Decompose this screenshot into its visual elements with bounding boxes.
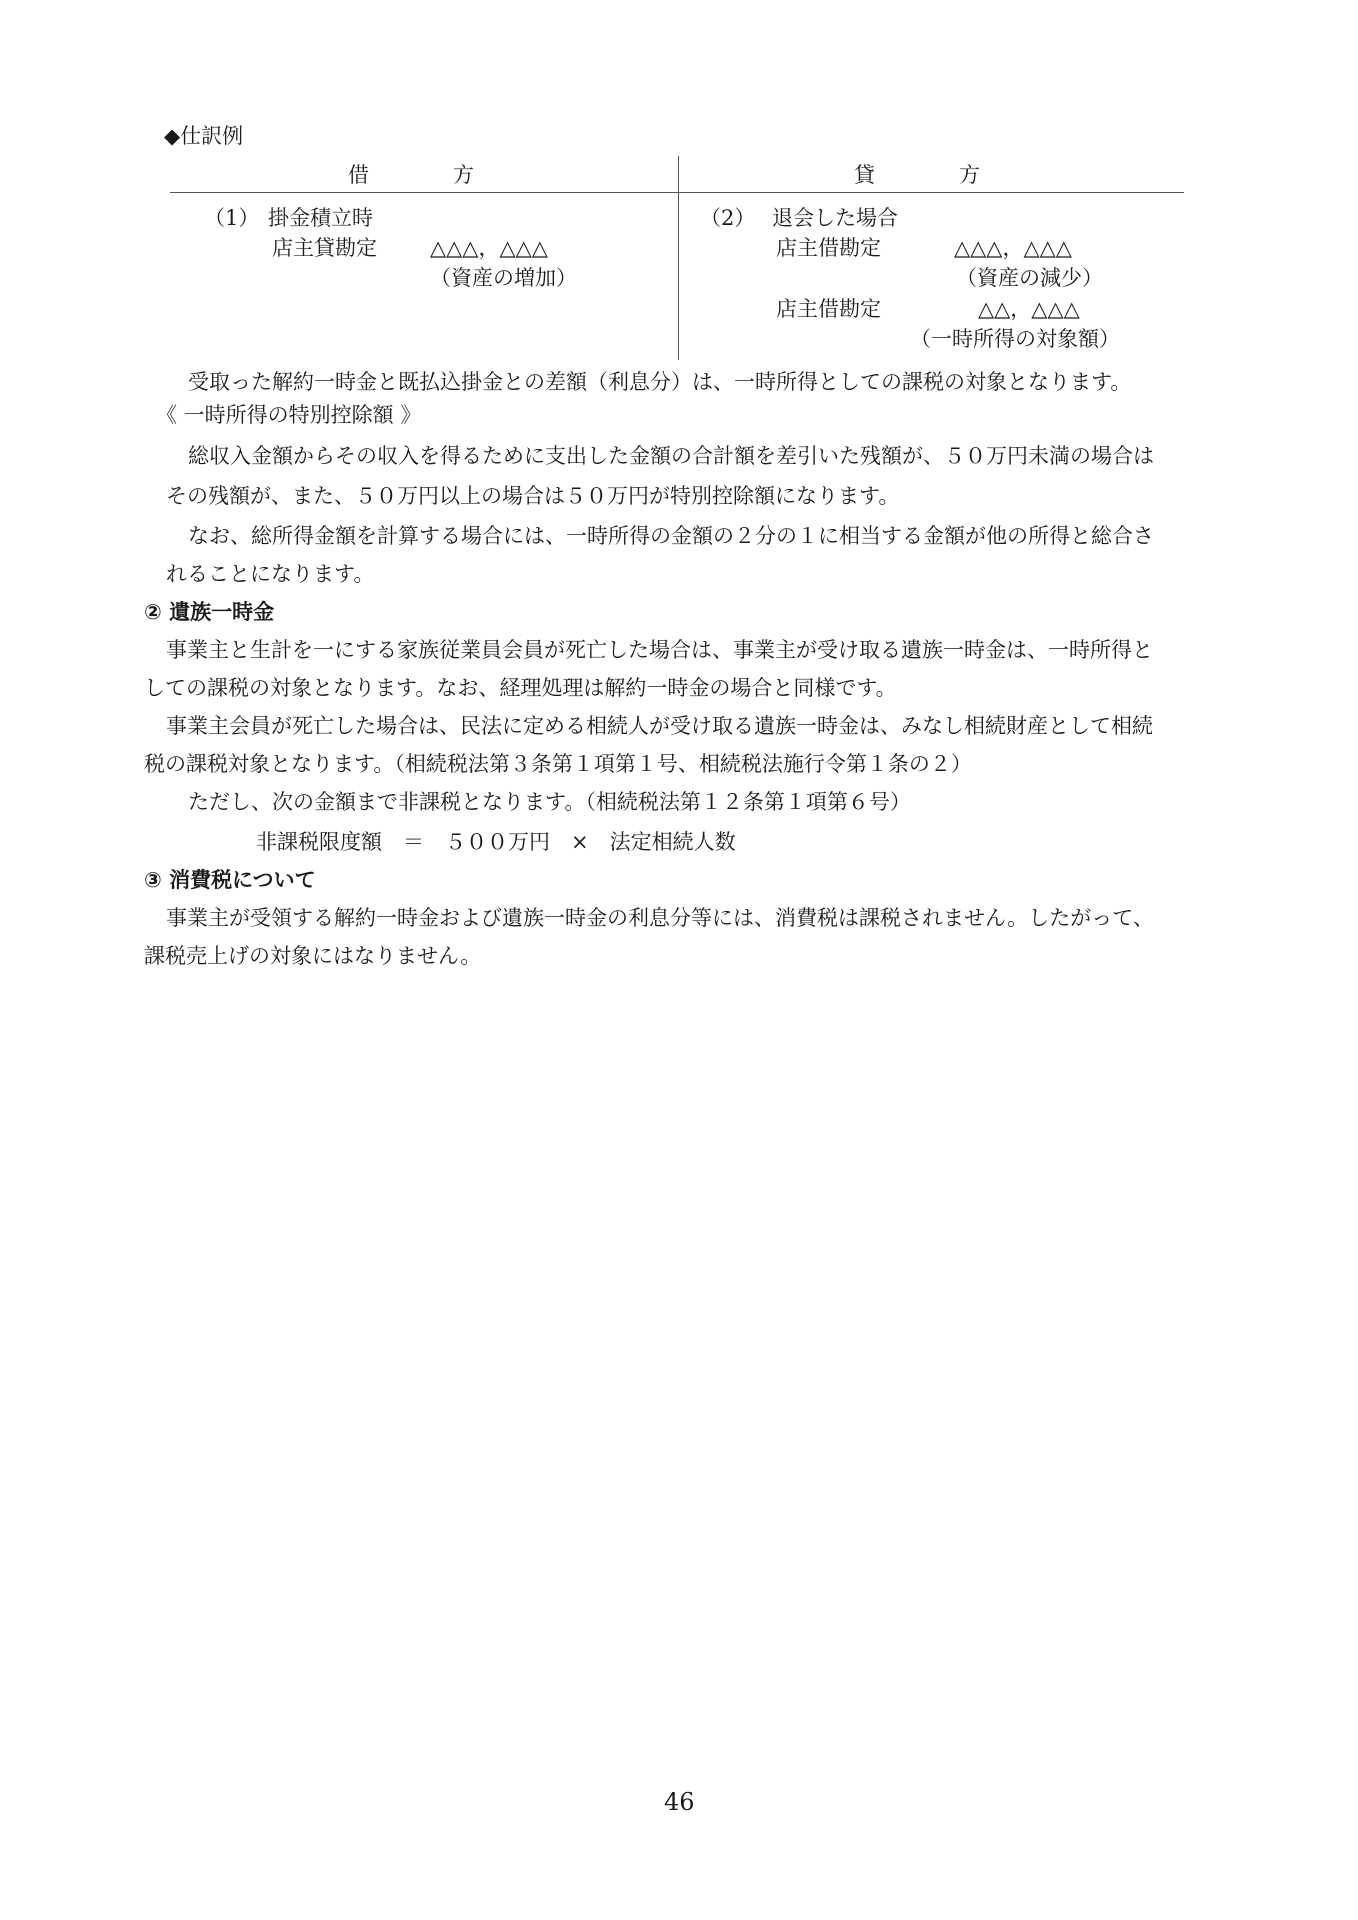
credit-header: 貸 方: [854, 163, 980, 187]
debit-amount: △△△，△△△: [430, 236, 548, 260]
debit-account: 店主貸勘定: [272, 236, 377, 260]
interest-paragraph: 受取った解約一時金と既払込掛金との差額（利息分）は、一時所得としての課税の対象となります。: [188, 370, 1132, 394]
special-deduction-p1-line1: 総収入金額からその収入を得るために支出した金額の合計額を差引いた残額が、５０万円未満の場合は: [188, 444, 1154, 468]
special-deduction-heading: 《 一時所得の特別控除額 》: [156, 403, 422, 427]
section2-p1-line1: 事業主と生計を一にする家族従業員会員が死亡した場合は、事業主が受け取る遺族一時金は、一時所得と: [166, 638, 1153, 662]
special-deduction-p2-line2: れることになります。: [166, 562, 375, 586]
section2-p2-line1: 事業主会員が死亡した場合は、民法に定める相続人が受け取る遺族一時金は、みなし相続財産として相続: [166, 714, 1153, 738]
credit-entry2-account: 店主借勘定: [776, 297, 881, 321]
section3-line2: 課税売上げの対象にはなりません。: [144, 944, 482, 968]
table-header-rule: [170, 192, 1184, 193]
debit-note: （資産の増加）: [430, 266, 577, 290]
section2-p1-line2: しての課税の対象となります。なお、経理処理は解約一時金の場合と同様です。: [144, 676, 897, 700]
page-number: 46: [664, 1788, 695, 1816]
section3-line1: 事業主が受領する解約一時金および遺族一時金の利息分等には、消費税は課税されません。したがって、: [166, 906, 1154, 930]
debit-case-label: 掛金積立時: [268, 206, 373, 230]
table-column-divider: [678, 156, 679, 360]
debit-case-number: （1）: [204, 206, 260, 230]
section3-heading: ③ 消費税について: [144, 868, 316, 892]
credit-case-label: 退会した場合: [772, 206, 898, 230]
credit-entry2-note: （一時所得の対象額）: [910, 327, 1120, 351]
nontaxable-formula: 非課税限度額 ＝ ５００万円 × 法定相続人数: [256, 830, 736, 854]
credit-entry1-account: 店主借勘定: [776, 236, 881, 260]
credit-case-number: （2）: [700, 206, 756, 230]
special-deduction-p2-line1: なお、総所得金額を計算する場合には、一時所得の金額の２分の１に相当する金額が他の所得と総合さ: [188, 524, 1154, 548]
credit-entry1-amount: △△△，△△△: [954, 236, 1072, 260]
credit-entry1-note: （資産の減少）: [956, 266, 1103, 290]
credit-entry2-amount: △△，△△△: [978, 297, 1080, 321]
section2-heading: ② 遺族一時金: [144, 600, 275, 624]
special-deduction-p1-line2: その残額が、また、５０万円以上の場合は５０万円が特別控除額になります。: [166, 484, 900, 508]
section-title: ◆仕訳例: [164, 124, 244, 148]
section2-p3: ただし、次の金額まで非課税となります。（相続税法第１２条第１項第６号）: [188, 790, 911, 814]
section2-p2-line2: 税の課税対象となります。（相続税法第３条第１項第１号、相続税法施行令第１条の２）: [144, 752, 972, 776]
debit-header: 借 方: [348, 163, 474, 187]
